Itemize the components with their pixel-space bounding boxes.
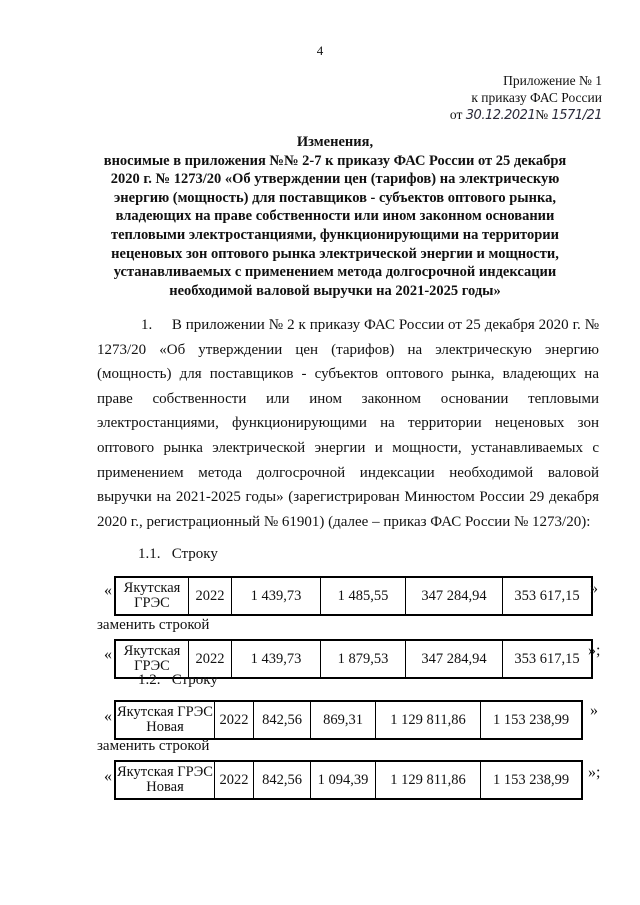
quote-open: « — [104, 646, 112, 663]
appendix-line-3 — [450, 106, 602, 124]
cell-value-3: 1 129 811,86 — [376, 761, 481, 799]
cell-year: 2022 — [215, 761, 254, 799]
appendix-reference — [450, 72, 602, 124]
paragraph-1 — [97, 313, 599, 534]
cell-year: 2022 — [189, 640, 232, 678]
quote-close: »; — [588, 764, 601, 781]
title-heading: Изменения, — [296, 134, 374, 150]
cell-value-3: 1 129 811,86 — [376, 701, 481, 739]
quote-open: « — [104, 768, 112, 785]
cell-value-2: 1 485,55 — [321, 577, 406, 615]
handwritten-date: 30.12.2021 — [465, 108, 536, 123]
cell-value-3: 347 284,94 — [406, 577, 503, 615]
cell-value-1: 842,56 — [254, 761, 311, 799]
item-1-2-label: 1.2. — [138, 672, 161, 688]
paragraph-1-text: В приложении № 2 к приказу ФАС России от 25 декабря 2020 г. № 1273/20 «Об утверждении цен (тарифов) на электрическую энергию (мощность) для поставщиков - субъектов оптового рынка, владеющих на праве собственности или ином законном основании тепловыми электростанциями, функционирующими на территории неценовых зон оптового рынка электрической энергии и мощности, устанавливаемых с применением метода долгосрочной индексации необходимой валовой выручки на 2021-2025 годы» (зарегистрирован Минюстом России 29 декабря 2020 г., регистрационный № 61901) (далее – приказ ФАС России № 1273/20): — [97, 317, 600, 530]
cell-value-4: 353 617,15 — [503, 640, 593, 678]
item-1-1-label: 1.1. — [138, 546, 161, 562]
cell-value-3: 347 284,94 — [406, 640, 503, 678]
document-title — [90, 133, 580, 300]
cell-value-2: 1 094,39 — [311, 761, 376, 799]
cell-year: 2022 — [215, 701, 254, 739]
number-sign: № — [535, 107, 549, 122]
table-row-old-1-1 — [114, 576, 593, 616]
item-1-1-word: Строку — [171, 546, 218, 562]
quote-open: « — [104, 708, 112, 725]
appendix-line-2: к приказу ФАС России — [471, 90, 602, 105]
quote-close: » — [590, 702, 598, 719]
cell-value-2: 1 879,53 — [321, 640, 406, 678]
paragraph-1-number: 1. — [141, 317, 153, 333]
cell-value-1: 842,56 — [254, 701, 311, 739]
cell-value-4: 1 153 238,99 — [481, 761, 583, 799]
replace-text-1-1: заменить строкой — [97, 617, 210, 633]
quote-open: « — [104, 582, 112, 599]
item-1-1-heading — [138, 546, 218, 563]
item-1-2-word: Строку — [171, 672, 218, 688]
quote-close: »; — [588, 642, 601, 659]
table-row-old-1-2 — [114, 700, 583, 740]
quote-close: » — [590, 580, 598, 597]
handwritten-order-number: 1571/21 — [551, 108, 602, 123]
cell-name: Якутская ГРЭС Новая — [115, 761, 215, 799]
title-body: вносимые в приложения №№ 2-7 к приказу ФАС России от 25 декабря 2020 г. № 1273/20 «Об утверждении цен (тарифов) на электрическую энергию (мощность) для поставщиков - субъектов оптового рынка, владеющих на праве собственности или ином законном основании тепловыми электростанциями, функционирующими на территории неценовых зон оптового рынка электрической энергии и мощности, устанавливаемых с применением метода долгосрочной индексации необходимой валовой выручки на 2021-2025 годы» — [103, 152, 567, 299]
table-row-new-1-2 — [114, 760, 583, 800]
appendix-from: от — [449, 107, 463, 122]
cell-value-2: 869,31 — [311, 701, 376, 739]
cell-value-4: 353 617,15 — [503, 577, 593, 615]
page-number: 4 — [316, 43, 324, 58]
cell-name: Якутская ГРЭС Новая — [115, 701, 215, 739]
cell-name: Якутская ГРЭС — [115, 577, 189, 615]
replace-text-1-2: заменить строкой — [97, 738, 210, 754]
appendix-line-1: Приложение № 1 — [503, 73, 602, 88]
cell-value-4: 1 153 238,99 — [481, 701, 583, 739]
cell-name: Якутская ГРЭС — [115, 640, 189, 678]
cell-value-1: 1 439,73 — [232, 640, 321, 678]
cell-year: 2022 — [189, 577, 232, 615]
item-1-2-heading — [138, 672, 218, 689]
cell-value-1: 1 439,73 — [232, 577, 321, 615]
